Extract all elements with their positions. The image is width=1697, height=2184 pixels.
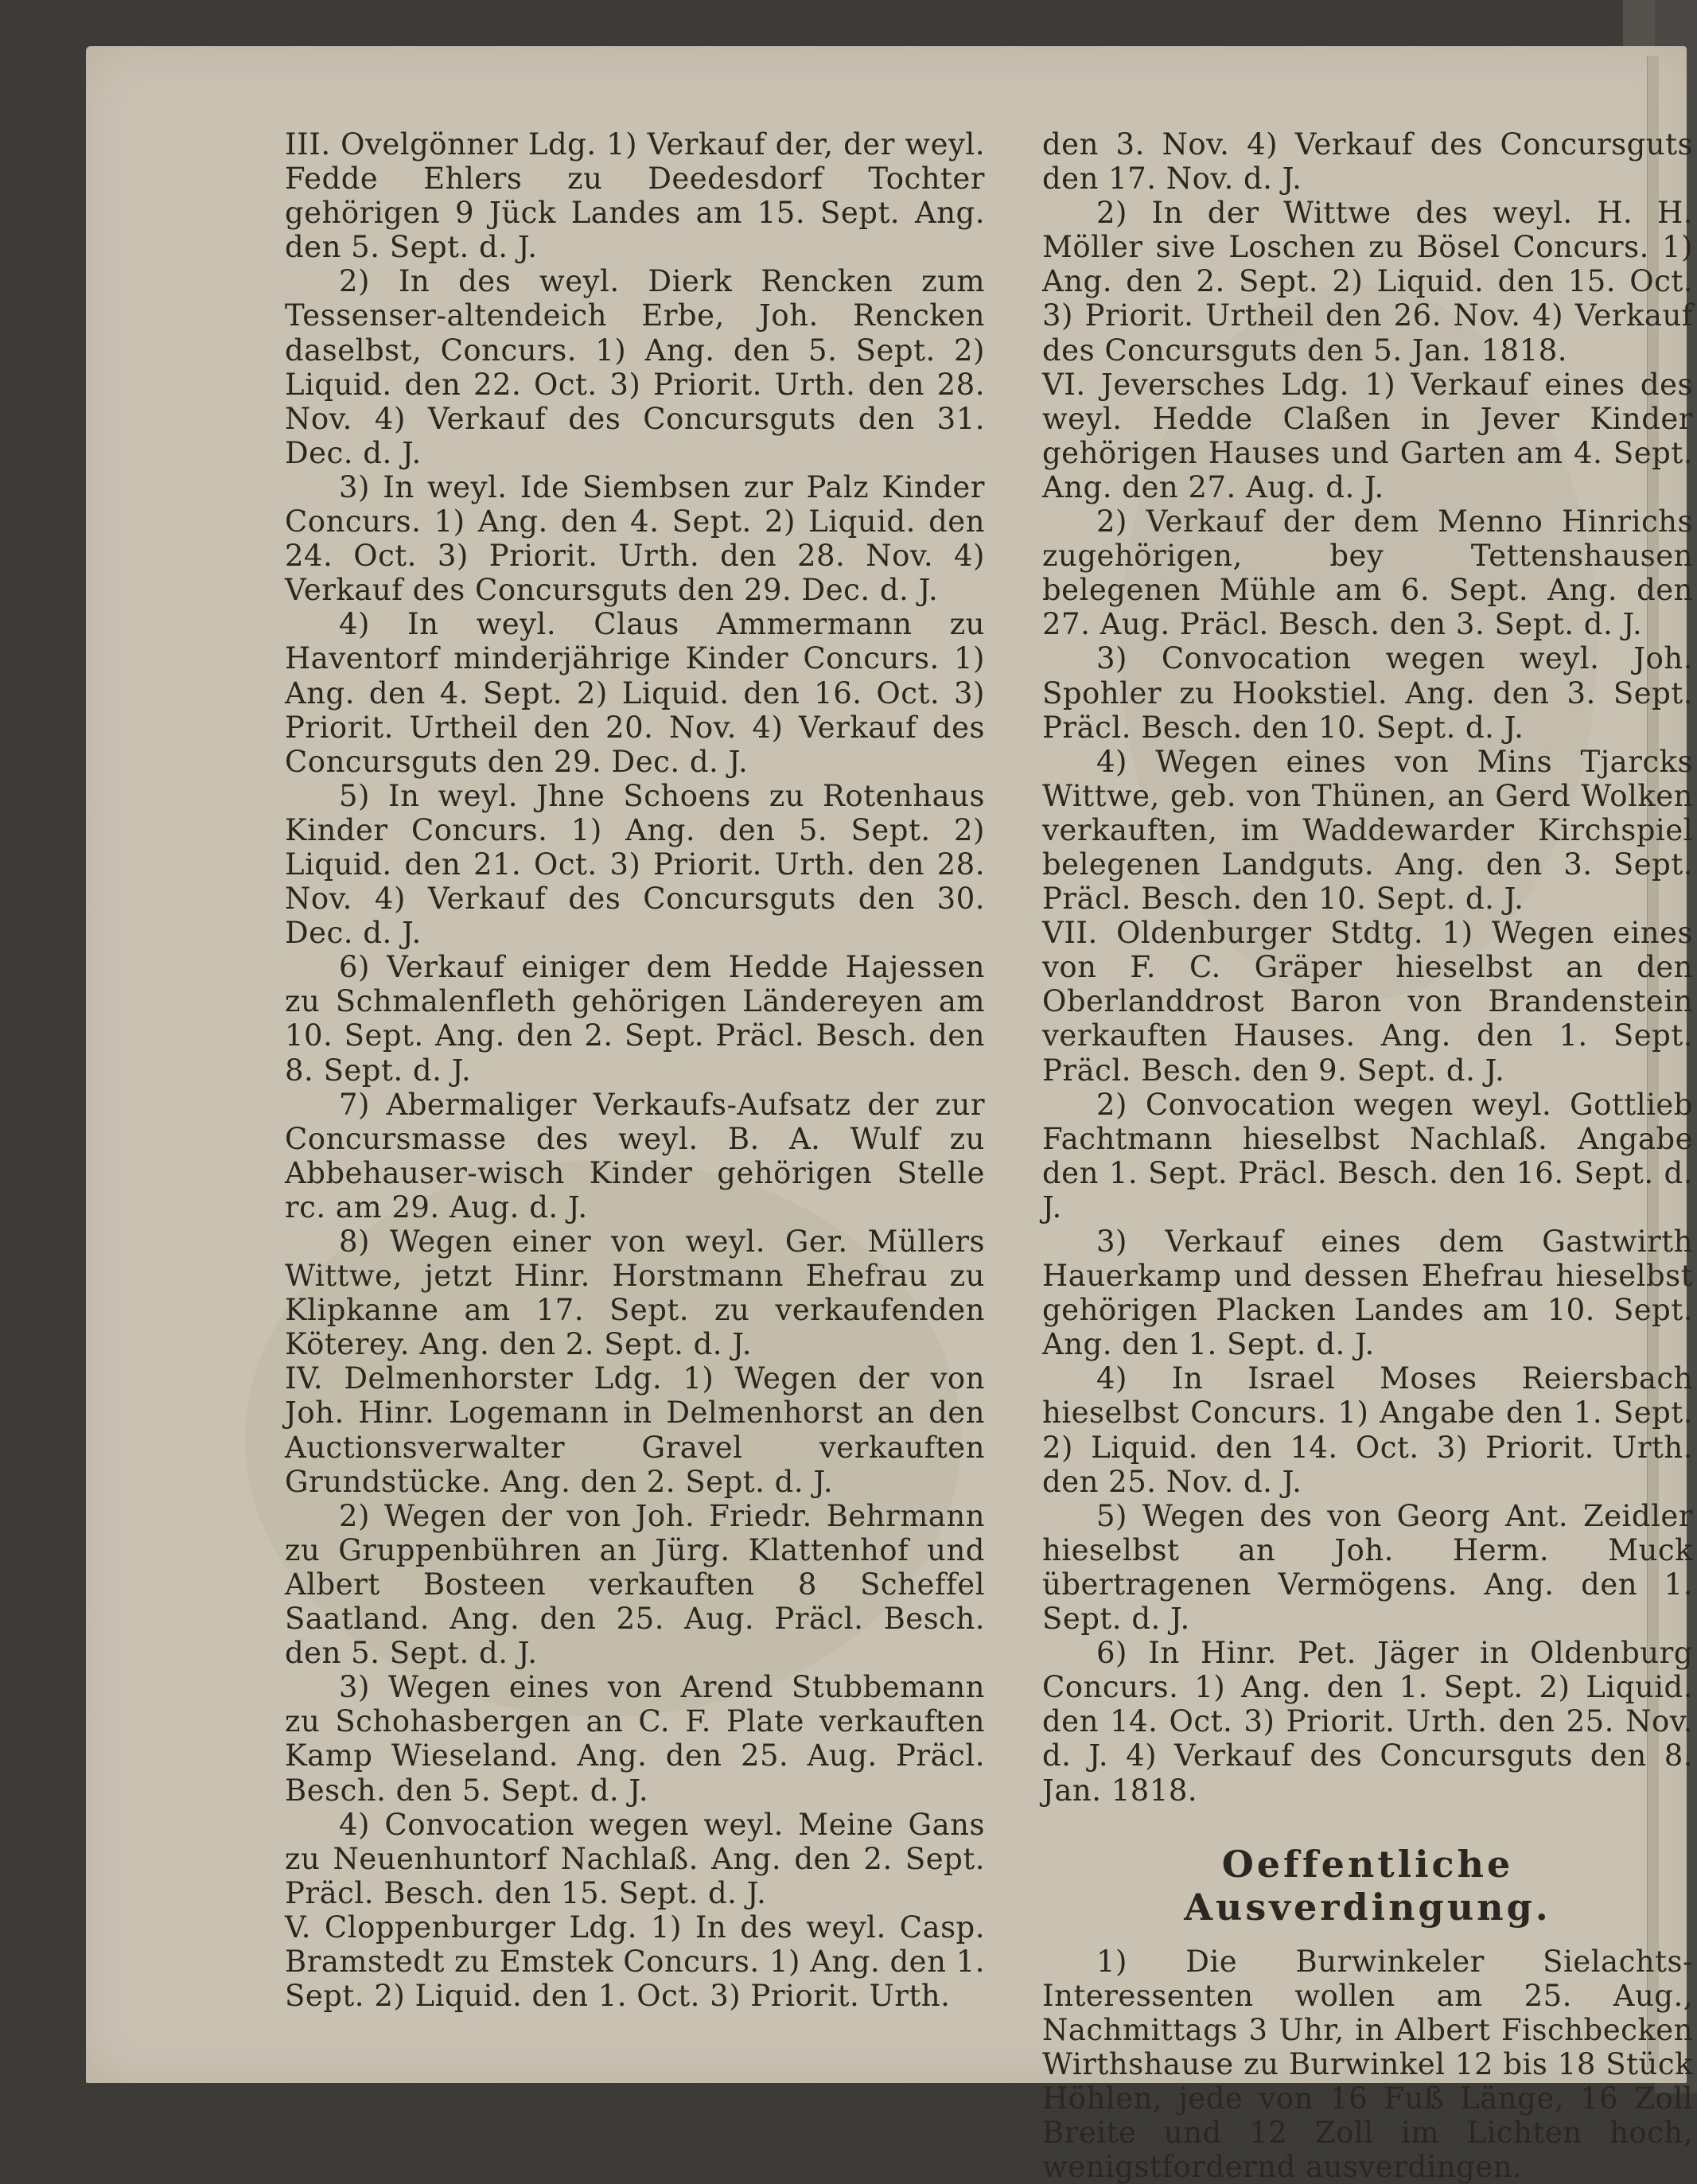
notice-entry: 2) In des weyl. Dierk Rencken zum Tessenser-altendeich Erbe, Joh. Rencken daselbst, Concurs. 1) Ang. den 5. Sept. 2) Liquid. den 22. Oct. 3) Priorit. Urth. den 28. Nov. 4) Verkauf des Concursguts den 31. Dec. d. J.: [285, 264, 985, 470]
notice-entry: 3) Wegen eines von Arend Stubbemann zu Schohasbergen an C. F. Plate verkauften Kamp Wieseland. Ang. den 25. Aug. Präcl. Besch. den 5. Sept. d. J.: [285, 1670, 985, 1808]
notice-entry: 1) Die Burwinkeler Sielachts-Interessenten wollen am 25. Aug., Nachmittags 3 Uhr, in Albert Fischbecken Wirthshause zu Burwinkel 12 bis 18 Stück Höhlen, jede von 16 Fuß Länge, 16 Zoll Breite und 12 Zoll im Lichten hoch, wenigstfordernd ausverdingen.: [1042, 1944, 1693, 2184]
notice-entry: 2) In der Wittwe des weyl. H. H. Möller sive Loschen zu Bösel Concurs. 1) Ang. den 2. Sept. 2) Liquid. den 15. Oct. 3) Priorit. Urtheil den 26. Nov. 4) Verkauf des Concursguts den 5. Jan. 1818.: [1042, 196, 1693, 368]
section-heading: Oeffentliche Ausverdingung.: [1184, 1842, 1551, 1929]
notice-entry: 3) Convocation wegen weyl. Joh. Spohler zu Hookstiel. Ang. den 3. Sept. Präcl. Besch. den 10. Sept. d. J.: [1042, 641, 1693, 745]
notice-entry: VI. Jeversches Ldg. 1) Verkauf eines des weyl. Hedde Claßen in Jever Kinder gehörigen Hauses und Garten am 4. Sept. Ang. den 27. Aug. d. J.: [1042, 367, 1693, 504]
notice-entry: 3) In weyl. Ide Siembsen zur Palz Kinder Concurs. 1) Ang. den 4. Sept. 2) Liquid. den 24. Oct. 3) Priorit. Urth. den 28. Nov. 4) Verkauf des Concursguts den 29. Dec. d. J.: [285, 469, 985, 608]
notice-entry: 4) In weyl. Claus Ammermann zu Haventorf minderjährige Kinder Concurs. 1) Ang. den 4. Sept. 2) Liquid. den 16. Oct. 3) Priorit. Urtheil den 20. Nov. 4) Verkauf des Concursguts den 29. Dec. d. J.: [285, 607, 985, 779]
notice-entry: 2) Wegen der von Joh. Friedr. Behrmann zu Gruppenbühren an Jürg. Klattenhof und Albert Bosteen verkauften 8 Scheffel Saatland. Ang. den 25. Aug. Präcl. Besch. den 5. Sept. d. J.: [285, 1498, 985, 1671]
notice-entry: 7) Abermaliger Verkaufs-Aufsatz der zur Concursmasse des weyl. B. A. Wulf zu Abbehauser-wisch Kinder gehörigen Stelle rc. am 29. Aug. d. J.: [285, 1087, 985, 1224]
notice-entry: 6) In Hinr. Pet. Jäger in Oldenburg Concurs. 1) Ang. den 1. Sept. 2) Liquid. den 14. Oct. 3) Priorit. Urth. den 25. Nov. d. J. 4) Verkauf des Concursguts den 8. Jan. 1818.: [1042, 1636, 1693, 1808]
notice-entry: 5) Wegen des von Georg Ant. Zeidler hieselbst an Joh. Herm. Muck übertragenen Vermögens. Ang. den 1. Sept. d. J.: [1042, 1498, 1693, 1637]
notice-entry: III. Ovelgönner Ldg. 1) Verkauf der, der weyl. Fedde Ehlers zu Deedesdorf Tochter gehörigen 9 Jück Landes am 15. Sept. Ang. den 5. Sept. d. J.: [285, 127, 985, 265]
notice-entry: 6) Verkauf einiger dem Hedde Hajessen zu Schmalenfleth gehörigen Ländereyen am 10. Sept. Ang. den 2. Sept. Präcl. Besch. den 8. Sept. d. J.: [285, 950, 985, 1088]
notice-entry: 4) In Israel Moses Reiersbach hieselbst Concurs. 1) Angabe den 1. Sept. 2) Liquid. den 14. Oct. 3) Priorit. Urth. den 25. Nov. d. J.: [1042, 1361, 1693, 1499]
notice-entry: 2) Verkauf der dem Menno Hinrichs zugehörigen, bey Tettenshausen belegenen Mühle am 6. Sept. Ang. den 27. Aug. Präcl. Besch. den 3. Sept. d. J.: [1042, 504, 1693, 642]
notice-entry: IV. Delmenhorster Ldg. 1) Wegen der von Joh. Hinr. Logemann in Delmenhorst an den Auctionsverwalter Gravel verkauften Grundstücke. Ang. den 2. Sept. d. J.: [285, 1361, 985, 1499]
notice-entry: VII. Oldenburger Stdtg. 1) Wegen eines von F. C. Gräper hieselbst an den Oberlanddrost Baron von Brandenstein verkauften Hauses. Ang. den 1. Sept. Präcl. Besch. den 9. Sept. d. J.: [1042, 916, 1693, 1088]
notice-entry: V. Cloppenburger Ldg. 1) In des weyl. Casp. Bramstedt zu Emstek Concurs. 1) Ang. den 1. Sept. 2) Liquid. den 1. Oct. 3) Priorit. Urth.: [285, 1910, 985, 2014]
notice-entry: 4) Wegen eines von Mins Tjarcks Wittwe, geb. von Thünen, an Gerd Wolken verkauften, im Waddewarder Kirchspiel belegenen Landguts. Ang. den 3. Sept. Präcl. Besch. den 10. Sept. d. J.: [1042, 744, 1693, 917]
notice-entry: 2) Convocation wegen weyl. Gottlieb Fachtmann hieselbst Nachlaß. Angabe den 1. Sept. Präcl. Besch. den 16. Sept. d. J.: [1042, 1087, 1693, 1224]
notice-entry: 5) In weyl. Jhne Schoens zu Rotenhaus Kinder Concurs. 1) Ang. den 5. Sept. 2) Liquid. den 21. Oct. 3) Priorit. Urth. den 28. Nov. 4) Verkauf des Concursguts den 30. Dec. d. J.: [285, 778, 985, 951]
right-column: [1042, 127, 1693, 2184]
notice-entry: den 3. Nov. 4) Verkauf des Concursguts den 17. Nov. d. J.: [1042, 127, 1693, 197]
left-column: [285, 127, 985, 2013]
notice-entry: 3) Verkauf eines dem Gastwirth Hauerkamp und dessen Ehefrau hieselbst gehörigen Placken Landes am 10. Sept. Ang. den 1. Sept. d. J.: [1042, 1224, 1693, 1362]
notice-entry: 8) Wegen einer von weyl. Ger. Müllers Wittwe, jetzt Hinr. Horstmann Ehefrau zu Klipkanne am 17. Sept. zu verkaufenden Köterey. Ang. den 2. Sept. d. J.: [285, 1224, 985, 1362]
notice-entry: 4) Convocation wegen weyl. Meine Gans zu Neuenhuntorf Nachlaß. Ang. den 2. Sept. Präcl. Besch. den 15. Sept. d. J.: [285, 1807, 985, 1910]
